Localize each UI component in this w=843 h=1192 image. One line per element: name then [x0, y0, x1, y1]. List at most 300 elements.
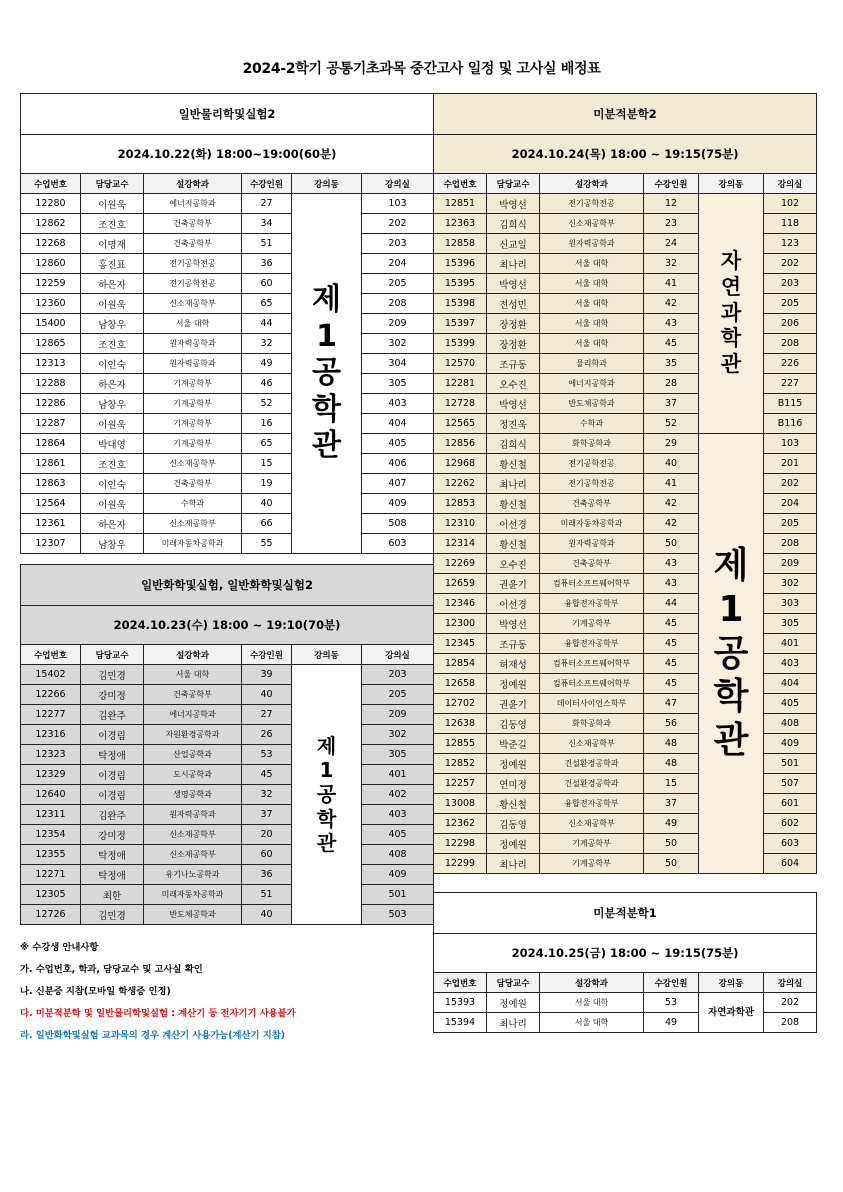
class-number: 12345	[434, 634, 487, 654]
room: 227	[764, 374, 817, 394]
enrollment: 41	[644, 474, 699, 494]
department: 기계공학부	[144, 394, 242, 414]
room: 203	[362, 234, 434, 254]
enrollment: 42	[644, 294, 699, 314]
department: 미래자동차공학과	[144, 534, 242, 554]
enrollment: 45	[644, 674, 699, 694]
professor: 장정환	[487, 314, 540, 334]
table-row	[21, 474, 434, 494]
professor: 황신철	[487, 494, 540, 514]
enrollment: 45	[644, 634, 699, 654]
room: 208	[362, 294, 434, 314]
class-number: 12354	[21, 825, 81, 845]
department: 컴퓨터소프트웨어학부	[540, 674, 644, 694]
room: 507	[764, 774, 817, 794]
professor: 최나리	[487, 854, 540, 874]
department: 유기나노공학과	[144, 865, 242, 885]
enrollment: 37	[644, 794, 699, 814]
room: 208	[764, 1013, 817, 1033]
room: 205	[362, 685, 434, 705]
column-header: 설강학과	[144, 174, 242, 194]
class-number: 12346	[434, 594, 487, 614]
table-row	[21, 214, 434, 234]
column-header: 설강학과	[540, 174, 644, 194]
table-row	[21, 805, 434, 825]
room: 202	[764, 254, 817, 274]
class-number: 12313	[21, 354, 81, 374]
department: 화학공학과	[540, 434, 644, 454]
department: 에너지공학과	[144, 194, 242, 214]
enrollment: 49	[242, 354, 292, 374]
class-number: 12852	[434, 754, 487, 774]
professor: 최나리	[487, 254, 540, 274]
room: 401	[362, 765, 434, 785]
enrollment: 43	[644, 314, 699, 334]
professor: 김완주	[81, 705, 144, 725]
professor: 탁정애	[81, 865, 144, 885]
enrollment: 35	[644, 354, 699, 374]
professor: 탁정애	[81, 745, 144, 765]
enrollment: 51	[242, 234, 292, 254]
department: 융합전자공학부	[540, 634, 644, 654]
professor: 황신철	[487, 454, 540, 474]
department: 서울 대학	[144, 665, 242, 685]
class-number: 12262	[434, 474, 487, 494]
enrollment: 60	[242, 845, 292, 865]
room: 403	[764, 654, 817, 674]
room: 508	[362, 514, 434, 534]
class-number: 12277	[21, 705, 81, 725]
department: 기계공학부	[144, 434, 242, 454]
column-header: 강의동	[292, 645, 362, 665]
department: 건축공학부	[144, 474, 242, 494]
enrollment: 40	[242, 685, 292, 705]
professor: 박대영	[81, 434, 144, 454]
room: 302	[362, 334, 434, 354]
department: 건설환경공학과	[540, 774, 644, 794]
enrollment: 27	[242, 705, 292, 725]
exam-date: 2024.10.24(목) 18:00 ~ 19:15(75분)	[434, 135, 817, 174]
department: 미래자동차공학과	[144, 885, 242, 905]
department: 서울 대학	[540, 993, 644, 1013]
department: 생명공학과	[144, 785, 242, 805]
department: 신소재공학부	[540, 214, 644, 234]
enrollment: 40	[242, 494, 292, 514]
enrollment: 32	[644, 254, 699, 274]
table-row	[21, 414, 434, 434]
room: 503	[362, 905, 434, 925]
column-header: 담당교수	[81, 174, 144, 194]
class-number: 12300	[434, 614, 487, 634]
department: 컴퓨터소프트웨어학부	[540, 574, 644, 594]
professor: 하은자	[81, 374, 144, 394]
professor: 김동영	[487, 814, 540, 834]
table-row	[21, 274, 434, 294]
enrollment: 53	[242, 745, 292, 765]
class-number: 12362	[434, 814, 487, 834]
professor: 탁정애	[81, 845, 144, 865]
department: 컴퓨터소프트웨어학부	[540, 654, 644, 674]
department: 수학과	[144, 494, 242, 514]
class-number: 12638	[434, 714, 487, 734]
class-number: 12659	[434, 574, 487, 594]
class-number: 15400	[21, 314, 81, 334]
building-name	[699, 993, 764, 1033]
professor: 이명재	[81, 234, 144, 254]
class-number: 12360	[21, 294, 81, 314]
table-row	[21, 534, 434, 554]
section-title: 미분적분학2	[434, 94, 817, 135]
column-header: 수강인원	[644, 174, 699, 194]
room: 409	[764, 734, 817, 754]
room: 501	[764, 754, 817, 774]
room: 202	[362, 214, 434, 234]
enrollment: 45	[644, 614, 699, 634]
enrollment: 52	[644, 414, 699, 434]
professor: 김동영	[487, 714, 540, 734]
enrollment: 40	[644, 454, 699, 474]
header-row	[21, 174, 434, 194]
enrollment: 36	[242, 254, 292, 274]
room: 603	[764, 834, 817, 854]
enrollment: 24	[644, 234, 699, 254]
table-row	[21, 314, 434, 334]
class-number: 12268	[21, 234, 81, 254]
enrollment: 16	[242, 414, 292, 434]
professor: 전성민	[487, 294, 540, 314]
table-row	[21, 845, 434, 865]
department: 서울 대학	[540, 1013, 644, 1033]
building-label: 자연과학관	[708, 1006, 754, 1018]
professor: 권윤기	[487, 574, 540, 594]
table-row	[21, 394, 434, 414]
column-header: 담당교수	[487, 973, 540, 993]
enrollment: 23	[644, 214, 699, 234]
class-number: 12640	[21, 785, 81, 805]
professor: 강미정	[81, 685, 144, 705]
class-number: 15395	[434, 274, 487, 294]
column-header: 강의실	[362, 645, 434, 665]
class-number: 12864	[21, 434, 81, 454]
building-label: 자 연 과 학 관	[720, 249, 742, 376]
enrollment: 39	[242, 665, 292, 685]
room: 602	[764, 814, 817, 834]
department: 전기공학전공	[540, 474, 644, 494]
professor: 조진호	[81, 334, 144, 354]
column-header: 설강학과	[144, 645, 242, 665]
professor: 연미정	[487, 774, 540, 794]
professor: 박영선	[487, 194, 540, 214]
column-header: 강의실	[764, 174, 817, 194]
table-row	[21, 825, 434, 845]
calculus2-table	[433, 93, 817, 874]
table-row	[21, 234, 434, 254]
professor: 조규동	[487, 354, 540, 374]
class-number: 12329	[21, 765, 81, 785]
enrollment: 48	[644, 754, 699, 774]
department: 원자력공학과	[540, 234, 644, 254]
enrollment: 45	[242, 765, 292, 785]
department: 기계공학부	[540, 614, 644, 634]
section-title: 일반화학및실험, 일반화학및실험2	[21, 565, 434, 606]
room: 303	[764, 594, 817, 614]
room: 103	[764, 434, 817, 454]
class-number: 15402	[21, 665, 81, 685]
professor: 강미정	[81, 825, 144, 845]
notes	[20, 937, 430, 1047]
section-title: 미분적분학1	[434, 893, 817, 934]
class-number: 12280	[21, 194, 81, 214]
professor: 황신철	[487, 794, 540, 814]
enrollment: 32	[242, 334, 292, 354]
room: 405	[362, 825, 434, 845]
room: 205	[764, 294, 817, 314]
table-row	[434, 993, 817, 1013]
column-header: 수업번호	[434, 174, 487, 194]
professor: 최나리	[487, 1013, 540, 1033]
table-row	[21, 885, 434, 905]
department: 전기공학전공	[144, 254, 242, 274]
room: 604	[764, 854, 817, 874]
class-number: 15396	[434, 254, 487, 274]
professor: 이경림	[81, 725, 144, 745]
class-number: 12361	[21, 514, 81, 534]
class-number: 12726	[21, 905, 81, 925]
department: 반도체공학과	[540, 394, 644, 414]
enrollment: 50	[644, 834, 699, 854]
exam-date: 2024.10.25(금) 18:00 ~ 19:15(75분)	[434, 934, 817, 973]
department: 원자력공학과	[144, 805, 242, 825]
class-number: 12862	[21, 214, 81, 234]
class-number: 15399	[434, 334, 487, 354]
professor: 박영선	[487, 394, 540, 414]
class-number: 15394	[434, 1013, 487, 1033]
column-header: 강의실	[362, 174, 434, 194]
class-number: 12298	[434, 834, 487, 854]
room: 208	[764, 534, 817, 554]
room: 205	[362, 274, 434, 294]
column-header: 강의동	[699, 174, 764, 194]
table-row	[21, 374, 434, 394]
building-name	[292, 665, 362, 925]
note-item-warning: 다. 미분적분학 및 일반물리학및실험 : 계산기 등 전자기기 사용불가	[20, 1008, 296, 1019]
header-row	[21, 645, 434, 665]
enrollment: 48	[644, 734, 699, 754]
class-number: 12968	[434, 454, 487, 474]
department: 반도체공학과	[144, 905, 242, 925]
enrollment: 53	[644, 993, 699, 1013]
table-row	[21, 785, 434, 805]
professor: 남창우	[81, 314, 144, 334]
enrollment: 46	[242, 374, 292, 394]
class-number: 12299	[434, 854, 487, 874]
professor: 정예원	[487, 993, 540, 1013]
professor: 이선경	[487, 514, 540, 534]
department: 서울 대학	[540, 334, 644, 354]
professor: 정진욱	[487, 414, 540, 434]
enrollment: 41	[644, 274, 699, 294]
department: 산업공학과	[144, 745, 242, 765]
table-row	[434, 194, 817, 214]
professor: 박준길	[487, 734, 540, 754]
department: 데이터사이언스학부	[540, 694, 644, 714]
enrollment: 43	[644, 574, 699, 594]
department: 원자력공학과	[144, 334, 242, 354]
department: 건축공학부	[540, 494, 644, 514]
enrollment: 15	[242, 454, 292, 474]
enrollment: 29	[644, 434, 699, 454]
room: 209	[362, 314, 434, 334]
professor: 박영선	[487, 274, 540, 294]
department: 신소재공학부	[144, 454, 242, 474]
room: 205	[764, 514, 817, 534]
department: 기계공학부	[540, 854, 644, 874]
professor: 황신철	[487, 534, 540, 554]
room: 403	[362, 805, 434, 825]
enrollment: 42	[644, 494, 699, 514]
table-row	[21, 354, 434, 374]
enrollment: 51	[242, 885, 292, 905]
column-header: 강의동	[292, 174, 362, 194]
professor: 김완주	[81, 805, 144, 825]
department: 에너지공학과	[144, 705, 242, 725]
room: 123	[764, 234, 817, 254]
table-row	[21, 194, 434, 214]
room: B116	[764, 414, 817, 434]
department: 건축공학부	[540, 554, 644, 574]
enrollment: 50	[644, 854, 699, 874]
class-number: 12269	[434, 554, 487, 574]
column-header: 강의실	[764, 973, 817, 993]
column-header: 수업번호	[21, 174, 81, 194]
header-row	[434, 973, 817, 993]
class-number: 12355	[21, 845, 81, 865]
class-number: 12316	[21, 725, 81, 745]
building-name	[292, 194, 362, 554]
department: 자원환경공학과	[144, 725, 242, 745]
exam-date: 2024.10.22(화) 18:00~19:00(60분)	[21, 135, 434, 174]
class-number: 12853	[434, 494, 487, 514]
table-row	[21, 705, 434, 725]
room: 203	[362, 665, 434, 685]
note-item: 나. 신분증 지참(모바일 학생증 인정)	[20, 986, 171, 997]
enrollment: 15	[644, 774, 699, 794]
exam-date: 2024.10.23(수) 18:00 ~ 19:10(70분)	[21, 606, 434, 645]
enrollment: 34	[242, 214, 292, 234]
column-header: 담당교수	[81, 645, 144, 665]
enrollment: 12	[644, 194, 699, 214]
department: 신소재공학부	[540, 814, 644, 834]
department: 전기공학전공	[540, 194, 644, 214]
enrollment: 47	[644, 694, 699, 714]
class-number: 15393	[434, 993, 487, 1013]
room: 204	[764, 494, 817, 514]
department: 건축공학부	[144, 214, 242, 234]
enrollment: 49	[644, 814, 699, 834]
header-row	[434, 174, 817, 194]
enrollment: 65	[242, 434, 292, 454]
class-number: 12861	[21, 454, 81, 474]
professor: 박영선	[487, 614, 540, 634]
class-number: 12281	[434, 374, 487, 394]
department: 미래자동차공학과	[540, 514, 644, 534]
room: 304	[362, 354, 434, 374]
class-number: 12305	[21, 885, 81, 905]
professor: 하은자	[81, 514, 144, 534]
class-number: 12863	[21, 474, 81, 494]
department: 에너지공학과	[540, 374, 644, 394]
section-title: 일반물리학및실험2	[21, 94, 434, 135]
department: 서울 대학	[540, 294, 644, 314]
professor: 이인숙	[81, 354, 144, 374]
class-number: 12858	[434, 234, 487, 254]
class-number: 15398	[434, 294, 487, 314]
professor: 허재성	[487, 654, 540, 674]
column-header: 수강인원	[644, 973, 699, 993]
calculus1-table	[433, 892, 817, 1033]
table-row	[21, 294, 434, 314]
room: 102	[764, 194, 817, 214]
enrollment: 56	[644, 714, 699, 734]
room: 404	[362, 414, 434, 434]
room: 305	[362, 745, 434, 765]
professor: 오수진	[487, 554, 540, 574]
class-number: 12257	[434, 774, 487, 794]
room: 401	[764, 634, 817, 654]
room: 226	[764, 354, 817, 374]
department: 서울 대학	[144, 314, 242, 334]
class-number: 12702	[434, 694, 487, 714]
class-number: 12865	[21, 334, 81, 354]
department: 신소재공학부	[144, 825, 242, 845]
column-header: 수강인원	[242, 645, 292, 665]
room: B115	[764, 394, 817, 414]
note-item-info: 라. 일반화학및실험 교과목의 경우 계산기 사용가능(계산기 지참)	[20, 1030, 285, 1041]
department: 기계공학부	[144, 414, 242, 434]
department: 신소재공학부	[144, 845, 242, 865]
table-row	[21, 434, 434, 454]
professor: 김민경	[81, 905, 144, 925]
professor: 이원욱	[81, 414, 144, 434]
column-header: 수업번호	[21, 645, 81, 665]
enrollment: 45	[644, 654, 699, 674]
table-row	[21, 514, 434, 534]
professor: 조진호	[81, 454, 144, 474]
class-number: 12855	[434, 734, 487, 754]
department: 서울 대학	[540, 314, 644, 334]
building-name	[699, 434, 764, 874]
class-number: 12363	[434, 214, 487, 234]
professor: 정예원	[487, 834, 540, 854]
enrollment: 37	[242, 805, 292, 825]
department: 신소재공학부	[144, 294, 242, 314]
professor: 장정환	[487, 334, 540, 354]
professor: 이선경	[487, 594, 540, 614]
class-number: 12728	[434, 394, 487, 414]
enrollment: 32	[242, 785, 292, 805]
enrollment: 20	[242, 825, 292, 845]
department: 서울 대학	[540, 274, 644, 294]
department: 전기공학전공	[144, 274, 242, 294]
professor: 권윤기	[487, 694, 540, 714]
department: 도시공학과	[144, 765, 242, 785]
room: 206	[764, 314, 817, 334]
class-number: 12854	[434, 654, 487, 674]
class-number: 12271	[21, 865, 81, 885]
class-number: 12259	[21, 274, 81, 294]
professor: 이원욱	[81, 294, 144, 314]
class-number: 12310	[434, 514, 487, 534]
